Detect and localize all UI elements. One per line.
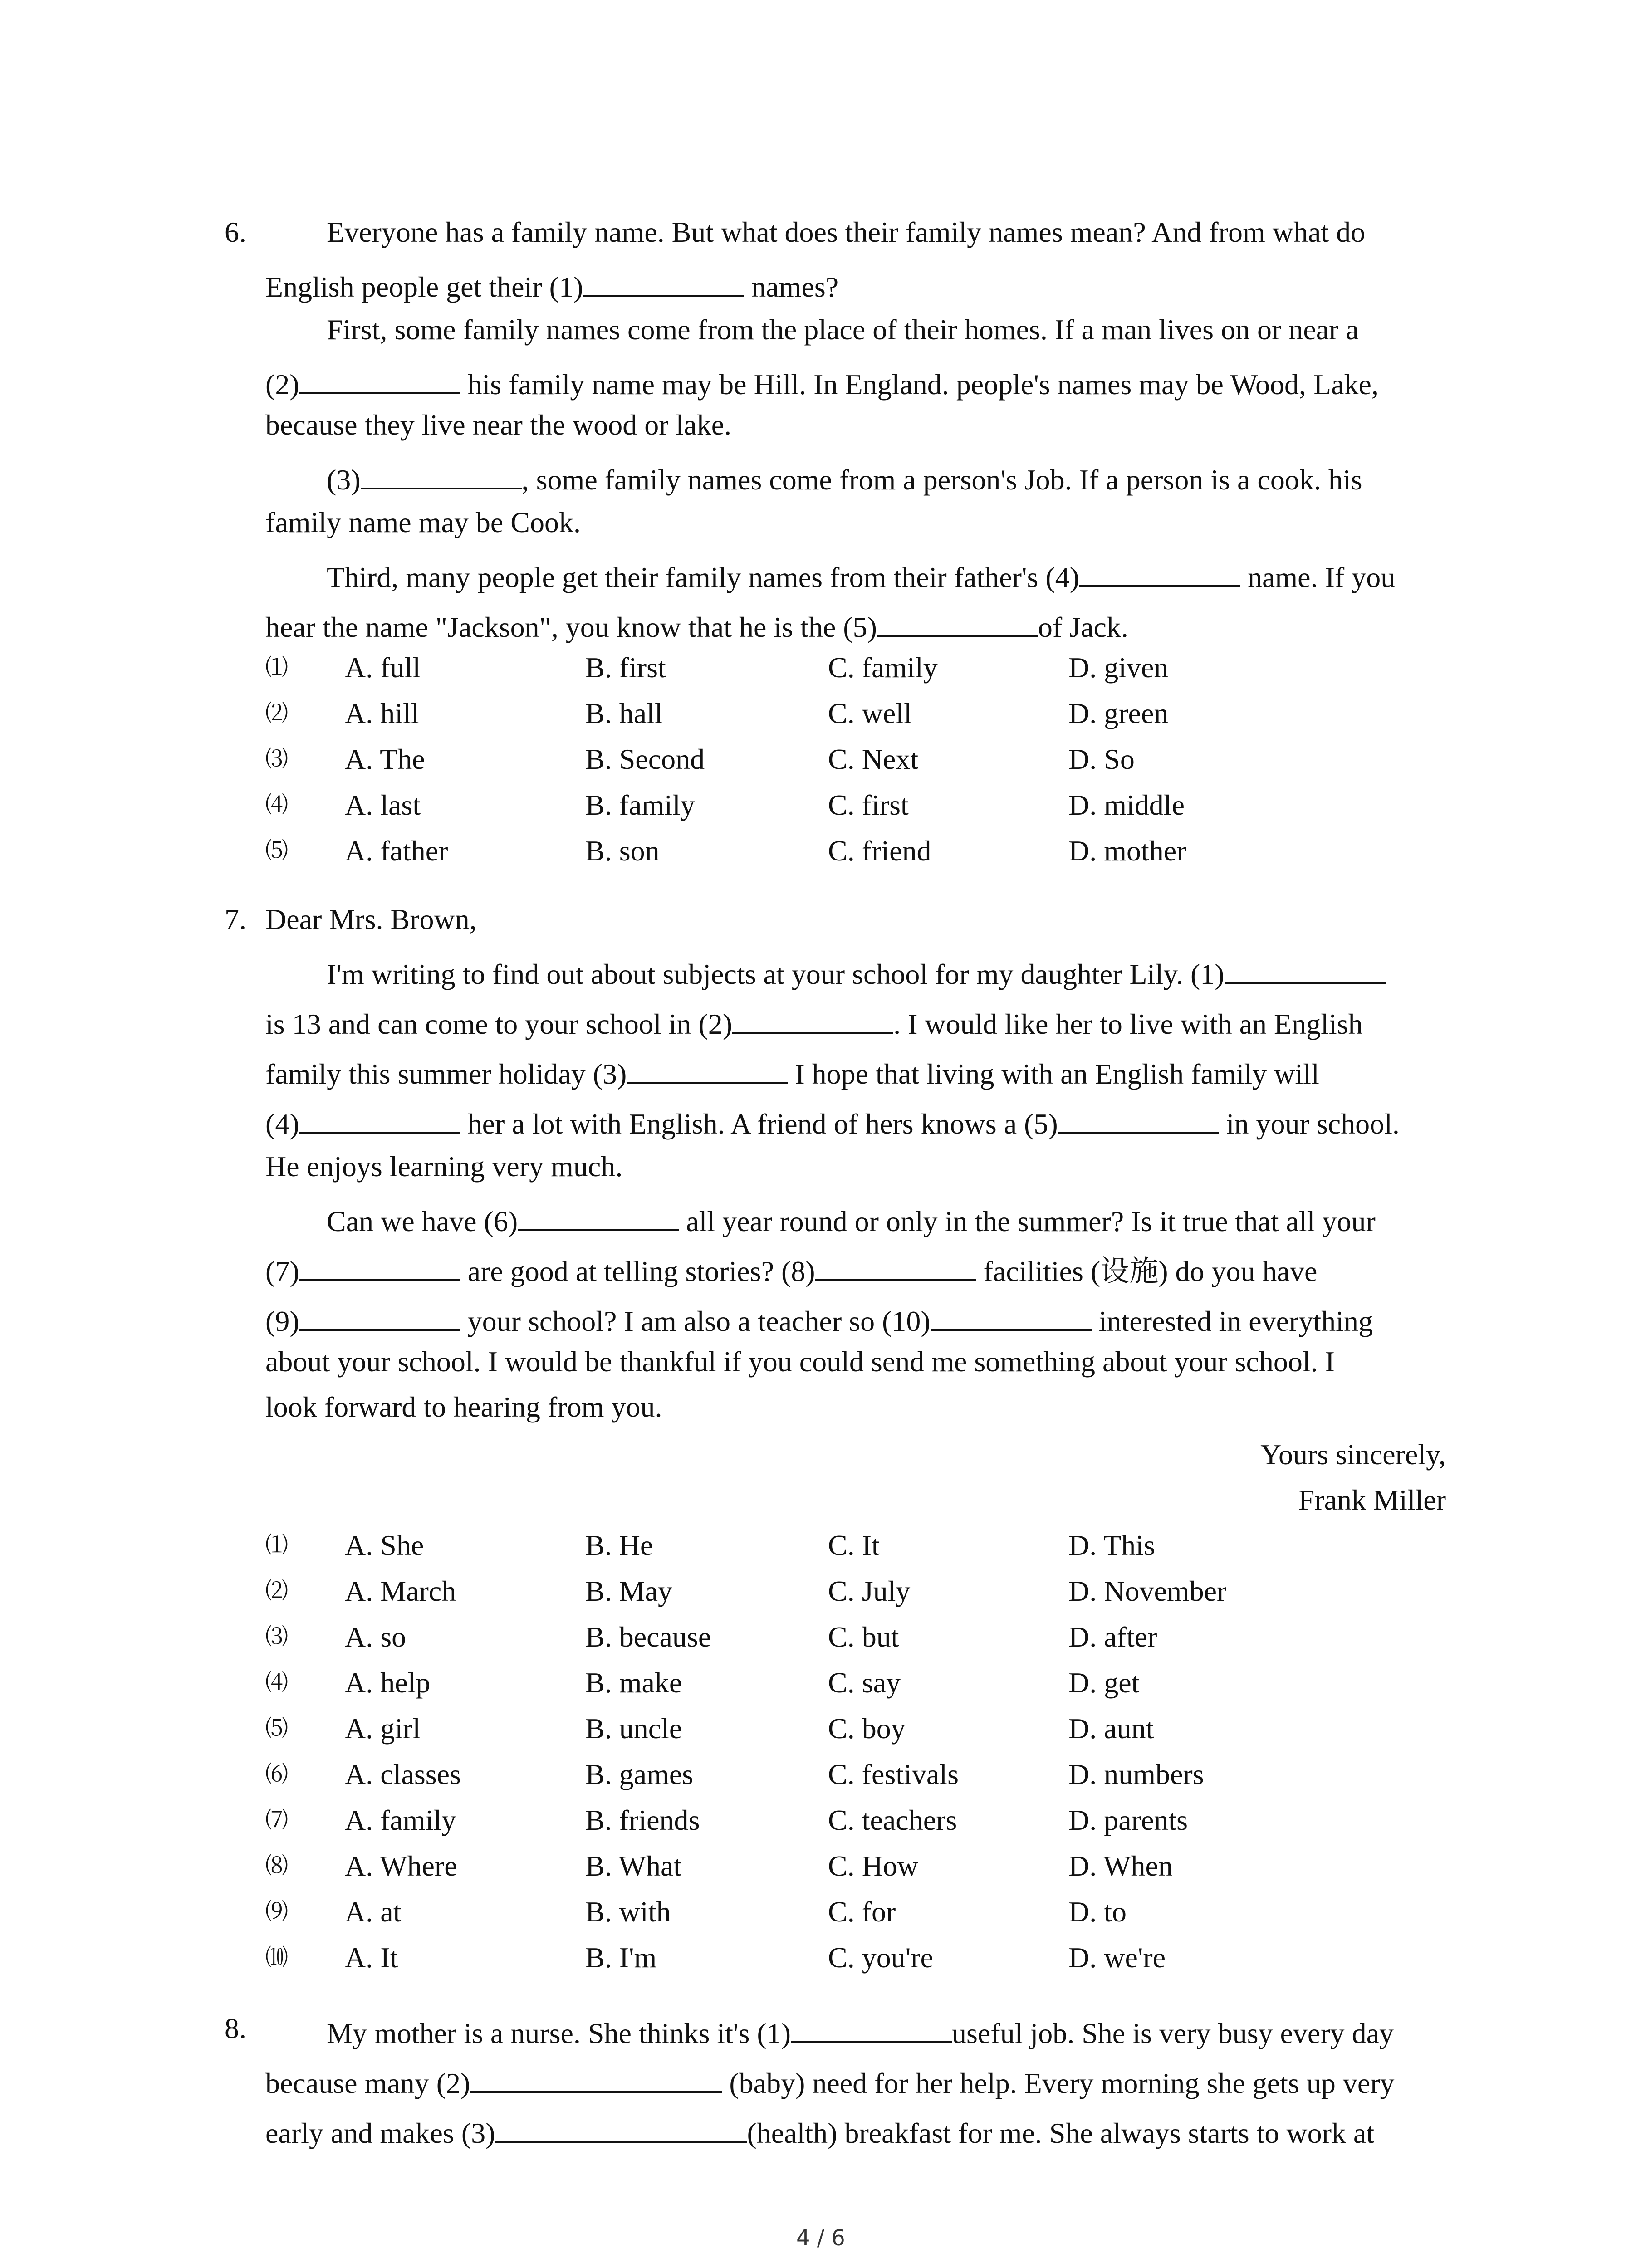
option-row (265, 699, 1445, 735)
option-number: ⑴ (265, 1532, 288, 1558)
option-row (265, 836, 1445, 873)
option-number: ⑸ (265, 1715, 288, 1741)
answer-blank[interactable] (583, 268, 744, 297)
answer-option-b[interactable]: B. with (585, 1896, 671, 1928)
option-row (265, 1897, 1445, 1934)
answer-blank[interactable] (495, 2114, 747, 2143)
option-number: ⑶ (265, 746, 288, 772)
option-row (265, 1623, 1445, 1659)
q6-line: First, some family names come from the place of their homes. If a man lives on or near a (327, 313, 1359, 346)
option-number: ⑸ (265, 837, 288, 864)
option-number: ⑷ (265, 1669, 288, 1696)
option-number: ⑹ (265, 1761, 288, 1787)
answer-option-a[interactable]: A. She (345, 1529, 424, 1561)
answer-option-c[interactable]: C. first (828, 789, 909, 821)
answer-option-a[interactable]: A. last (345, 789, 421, 821)
answer-option-a[interactable]: A. March (345, 1575, 456, 1607)
answer-option-b[interactable]: B. family (585, 789, 695, 821)
q6-line: family name may be Cook. (265, 506, 581, 538)
answer-blank[interactable] (299, 1252, 460, 1281)
answer-option-b[interactable]: B. hall (585, 697, 663, 729)
answer-option-d[interactable]: D. we're (1068, 1941, 1166, 1974)
answer-option-a[interactable]: A. classes (345, 1758, 461, 1790)
answer-blank[interactable] (299, 365, 460, 394)
answer-option-d[interactable]: D. after (1068, 1621, 1157, 1653)
answer-blank[interactable] (627, 1055, 788, 1084)
q6-line: Everyone has a family name. But what does their family names mean? And from what do (327, 216, 1366, 248)
answer-option-c[interactable]: C. It (828, 1529, 880, 1561)
option-number: ⑺ (265, 1807, 288, 1833)
answer-option-c[interactable]: C. festivals (828, 1758, 959, 1790)
option-row (265, 791, 1445, 827)
option-number: ⑶ (265, 1623, 288, 1650)
answer-option-c[interactable]: C. Next (828, 743, 919, 775)
answer-option-d[interactable]: D. parents (1068, 1804, 1188, 1836)
q6-line: (2) his family name may be Hill. In England. people's names may be Wood, Lake, (265, 365, 1379, 399)
answer-option-c[interactable]: C. friend (828, 835, 931, 867)
answer-option-b[interactable]: B. because (585, 1621, 711, 1653)
option-number: ⑻ (265, 1853, 288, 1879)
q7-line: look forward to hearing from you. (265, 1391, 662, 1423)
answer-option-a[interactable]: A. Where (345, 1850, 457, 1882)
answer-blank[interactable] (1079, 558, 1240, 587)
option-number: ⑵ (265, 1578, 288, 1604)
answer-option-d[interactable]: D. middle (1068, 789, 1185, 821)
option-row (265, 1668, 1445, 1705)
q8-line: My mother is a nurse. She thinks it's (1) useful job. She is very busy every day (327, 2014, 1394, 2048)
answer-blank[interactable] (732, 1005, 893, 1034)
answer-option-b[interactable]: B. first (585, 651, 666, 684)
option-row (265, 1852, 1445, 1888)
option-row (265, 1714, 1445, 1750)
answer-option-a[interactable]: A. help (345, 1667, 431, 1699)
option-number: ⑼ (265, 1898, 288, 1925)
answer-option-d[interactable]: D. get (1068, 1667, 1140, 1699)
answer-option-b[interactable]: B. friends (585, 1804, 700, 1836)
q8-line: early and makes (3) (health) breakfast for me. She always starts to work at (265, 2114, 1374, 2148)
answer-option-d[interactable]: D. to (1068, 1896, 1127, 1928)
q7-line: is 13 and can come to your school in (2) . I would like her to live with an English (265, 1005, 1363, 1039)
answer-option-b[interactable]: B. He (585, 1529, 653, 1561)
answer-option-b[interactable]: B. Second (585, 743, 705, 775)
q7-line: about your school. I would be thankful if you could send me something about your school. I (265, 1345, 1335, 1378)
answer-option-a[interactable]: A. hill (345, 697, 419, 729)
q8-line: because many (2) (baby) need for her help. Every morning she gets up very (265, 2064, 1395, 2098)
answer-blank[interactable] (1058, 1105, 1219, 1134)
q7-line: (7) are good at telling stories? (8) facilities (设施) do you have (265, 1252, 1317, 1286)
option-row (265, 1760, 1445, 1796)
option-row (265, 1943, 1445, 1980)
option-row (265, 1577, 1445, 1613)
answer-blank[interactable] (361, 460, 522, 489)
answer-option-a[interactable]: A. family (345, 1804, 456, 1836)
option-row (265, 1531, 1445, 1567)
answer-option-c[interactable]: C. How (828, 1850, 919, 1882)
answer-option-c[interactable]: C. teachers (828, 1804, 957, 1836)
answer-option-c[interactable]: C. for (828, 1896, 896, 1928)
answer-blank[interactable] (1225, 955, 1386, 984)
q6-line: hear the name "Jackson", you know that he is the (5) of Jack. (265, 608, 1128, 642)
q7-line: Can we have (6) all year round or only in the summer? Is it true that all your (327, 1202, 1376, 1236)
answer-option-c[interactable]: C. you're (828, 1941, 933, 1974)
answer-option-a[interactable]: A. The (345, 743, 425, 775)
answer-option-a[interactable]: A. father (345, 835, 448, 867)
answer-option-d[interactable]: D. given (1068, 651, 1169, 684)
q7-line: family this summer holiday (3) I hope that living with an English family will (265, 1055, 1319, 1089)
answer-option-b[interactable]: B. son (585, 835, 660, 867)
answer-option-c[interactable]: C. but (828, 1621, 899, 1653)
answer-option-a[interactable]: A. so (345, 1621, 407, 1653)
answer-blank[interactable] (299, 1105, 460, 1134)
answer-option-a[interactable]: A. It (345, 1941, 398, 1974)
answer-option-c[interactable]: C. July (828, 1575, 911, 1607)
answer-option-a[interactable]: A. at (345, 1896, 402, 1928)
option-row (265, 745, 1445, 781)
answer-blank[interactable] (877, 608, 1038, 637)
answer-option-c[interactable]: C. well (828, 697, 912, 729)
option-number: ⑴ (265, 654, 288, 680)
answer-blank[interactable] (299, 1302, 460, 1331)
answer-option-d[interactable]: D. numbers (1068, 1758, 1204, 1790)
letter-greeting: Dear Mrs. Brown, (265, 903, 477, 935)
question-7-number: 7. (225, 903, 246, 935)
answer-blank[interactable] (518, 1202, 679, 1231)
q6-line: (3) , some family names come from a person's Job. If a person is a cook. his (327, 460, 1362, 494)
answer-option-c[interactable]: C. boy (828, 1712, 906, 1745)
option-number: ⑽ (265, 1944, 288, 1970)
option-row (265, 653, 1445, 689)
q7-line: (4) her a lot with English. A friend of hers knows a (5) in your school. (265, 1105, 1400, 1139)
answer-option-b[interactable]: B. I'm (585, 1941, 657, 1974)
answer-option-b[interactable]: B. May (585, 1575, 672, 1607)
answer-option-b[interactable]: B. What (585, 1850, 682, 1882)
q7-line: I'm writing to find out about subjects at your school for my daughter Lily. (1) (327, 955, 1386, 989)
answer-option-d[interactable]: D. November (1068, 1575, 1227, 1607)
option-number: ⑵ (265, 700, 288, 726)
answer-option-d[interactable]: D. This (1068, 1529, 1155, 1561)
answer-option-b[interactable]: B. uncle (585, 1712, 682, 1745)
answer-option-b[interactable]: B. games (585, 1758, 694, 1790)
answer-option-d[interactable]: D. green (1068, 697, 1169, 729)
letter-signature: Frank Miller (1298, 1484, 1446, 1516)
q7-line: (9) your school? I am also a teacher so (10) interested in everything (265, 1302, 1373, 1336)
answer-option-d[interactable]: D. When (1068, 1850, 1173, 1882)
q6-line: because they live near the wood or lake. (265, 409, 732, 441)
q7-line: He enjoys learning very much. (265, 1150, 623, 1183)
page-number: 4 / 6 (796, 2225, 845, 2251)
answer-blank[interactable] (815, 1252, 976, 1281)
answer-option-a[interactable]: A. full (345, 651, 421, 684)
q6-line: English people get their (1) names? (265, 268, 838, 302)
option-row (265, 1806, 1445, 1842)
question-8-number: 8. (225, 2012, 246, 2044)
answer-option-d[interactable]: D. So (1068, 743, 1135, 775)
answer-option-c[interactable]: C. say (828, 1667, 901, 1699)
option-number: ⑷ (265, 792, 288, 818)
answer-blank[interactable] (931, 1302, 1092, 1331)
answer-option-c[interactable]: C. family (828, 651, 938, 684)
answer-option-a[interactable]: A. girl (345, 1712, 421, 1745)
answer-option-d[interactable]: D. aunt (1068, 1712, 1154, 1745)
answer-option-b[interactable]: B. make (585, 1667, 682, 1699)
answer-blank[interactable] (791, 2014, 952, 2043)
q6-line: Third, many people get their family names from their father's (4) name. If you (327, 558, 1395, 592)
answer-option-d[interactable]: D. mother (1068, 835, 1186, 867)
letter-closing: Yours sincerely, (1260, 1438, 1446, 1471)
question-6-number: 6. (225, 216, 246, 248)
answer-blank[interactable] (470, 2064, 722, 2093)
